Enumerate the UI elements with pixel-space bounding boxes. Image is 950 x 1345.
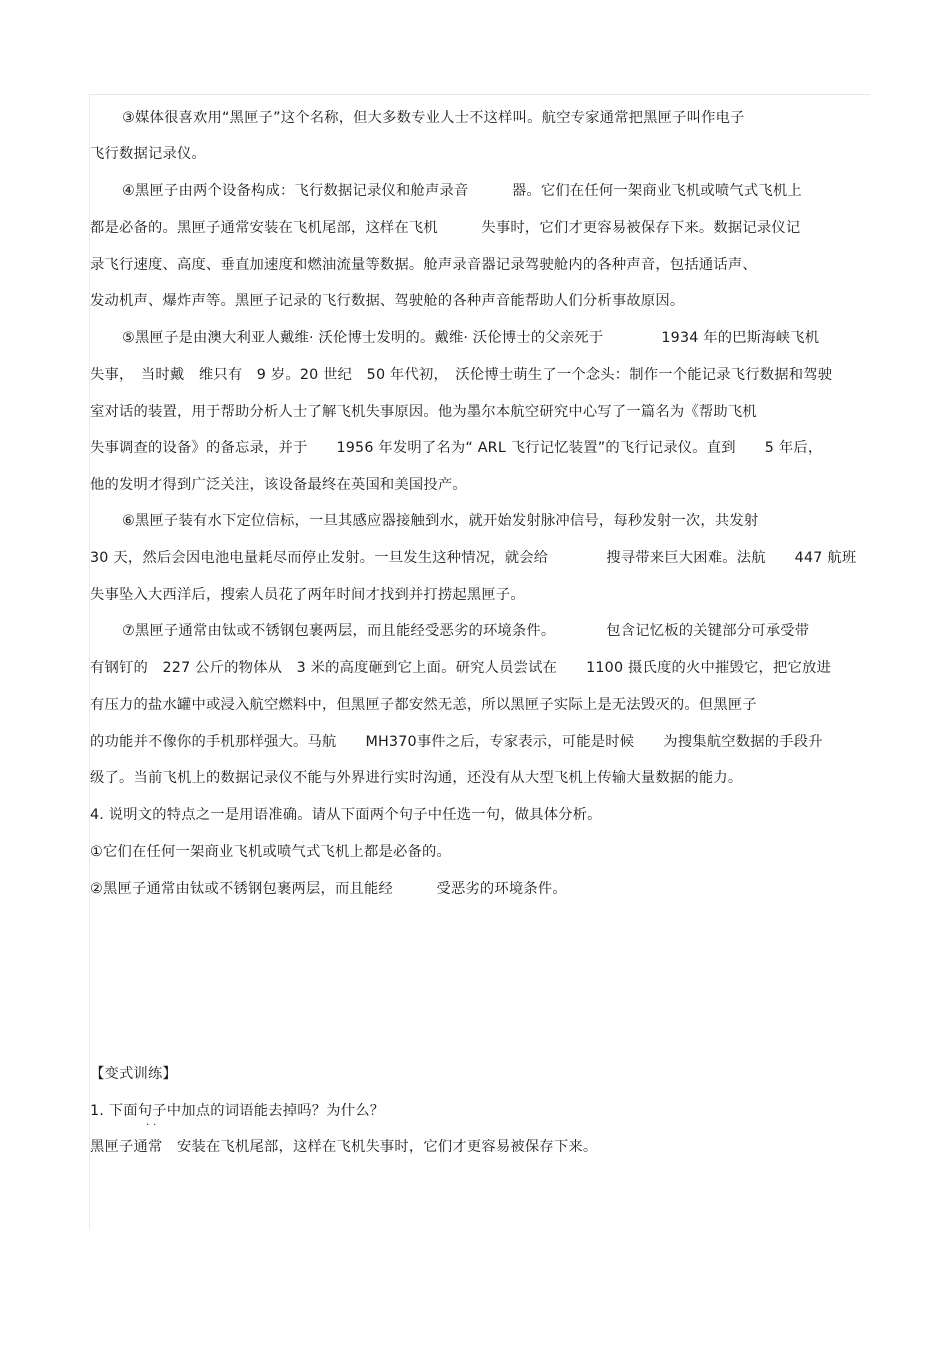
- paragraph-6-line-3: 失事坠入大西洋后，搜索人员花了两年时间才找到并打捞起黑匣子。: [90, 587, 525, 603]
- variant-sentence: 黑匣子通常 安装在飞机尾部，这样在飞机失事时，它们才更容易被保存下来。: [90, 1139, 598, 1155]
- paragraph-3-line-2: 飞行数据记录仪。: [90, 146, 206, 162]
- paragraph-4-line-3: 录飞行速度、高度、垂直加速度和燃油流量等数据。舱声录音器记录驾驶舱内的各种声音，包括通话声、: [90, 257, 757, 273]
- paragraph-7-line-4: 的功能并不像你的手机那样强大。马航 MH370事件之后，专家表示，可能是时候 为搜集航空数据的手段升: [90, 734, 823, 750]
- question-4-prompt: 4. 说明文的特点之一是用语准确。请从下面两个句子中任选一句，做具体分析。: [90, 807, 602, 823]
- paragraph-5-line-2: 失事， 当时戴 维只有 9 岁。20 世纪 50 年代初， 沃伦博士萌生了一个念头：制作一个能记录飞行数据和驾驶: [90, 367, 833, 383]
- paragraph-4-line-1: ④黑匣子由两个设备构成：飞行数据记录仪和舱声录音 器。它们在任何一架商业飞机或喷气式飞机上: [122, 183, 802, 199]
- paragraph-5-line-1: ⑤黑匣子是由澳大利亚人戴维· 沃伦博士发明的。戴维· 沃伦博士的父亲死于 1934 年的巴斯海峡飞机: [122, 330, 820, 346]
- paragraph-4-line-4: 发动机声、爆炸声等。黑匣子记录的飞行数据、驾驶舱的各种声音能帮助人们分析事故原因。: [90, 293, 685, 309]
- paragraph-5-line-3: 室对话的装置，用于帮助分析人士了解飞机失事原因。他为墨尔本航空研究中心写了一篇名为《帮助飞机: [90, 404, 757, 420]
- page-top-rule: [90, 94, 870, 95]
- paragraph-7-line-3: 有压力的盐水罐中或浸入航空燃料中，但黑匣子都安然无恙，所以黑匣子实际上是无法毁灭的。但黑匣子: [90, 697, 757, 713]
- paragraph-3-line-1: ③媒体很喜欢用“黑匣子”这个名称，但大多数专业人士不这样叫。航空专家通常把黑匣子叫作电子: [122, 110, 745, 126]
- paragraph-5-line-4: 失事调查的设备》的备忘录，并于 1956 年发明了名为“ ARL 飞行记忆装置”的飞行记录仪。直到 5 年后，: [90, 440, 823, 456]
- variant-training-heading: 【变式训练】: [90, 1066, 177, 1082]
- paragraph-7-line-1: ⑦黑匣子通常由钛或不锈钢包裹两层，而且能经受恶劣的环境条件。 包含记忆板的关键部分可承受带: [122, 623, 810, 639]
- paragraph-4-line-2: 都是必备的。黑匣子通常安装在飞机尾部，这样在飞机 失事时，它们才更容易被保存下来。数据记录仪记: [90, 220, 801, 236]
- paragraph-6-line-1: ⑥黑匣子装有水下定位信标，一旦其感应器接触到水，就开始发射脉冲信号，每秒发射一次，共发射: [122, 513, 759, 529]
- question-4-option-1: ①它们在任何一架商业飞机或喷气式飞机上都是必备的。: [90, 844, 451, 860]
- variant-question-1: 1. 下面句子中加点的词语能去掉吗？为什么？: [90, 1103, 385, 1119]
- paragraph-7-line-5: 级了。当前飞机上的数据记录仪不能与外界进行实时沟通，还没有从大型飞机上传输大量数据的能力。: [90, 770, 743, 786]
- question-4-option-2: ②黑匣子通常由钛或不锈钢包裹两层，而且能经 受恶劣的环境条件。: [90, 881, 567, 897]
- paragraph-6-line-2: 30 天，然后会因电池电量耗尽而停止发射。一旦发生这种情况，就会给 搜寻带来巨大困难。法航 447 航班: [90, 550, 857, 566]
- paragraph-5-line-5: 他的发明才得到广泛关注，该设备最终在英国和美国投产。: [90, 477, 467, 493]
- paragraph-7-line-2: 有钢钉的 227 公斤的物体从 3 米的高度砸到它上面。研究人员尝试在 1100 摄氏度的火中摧毁它，把它放进: [90, 660, 831, 676]
- emphasis-dots: ··: [146, 1120, 161, 1131]
